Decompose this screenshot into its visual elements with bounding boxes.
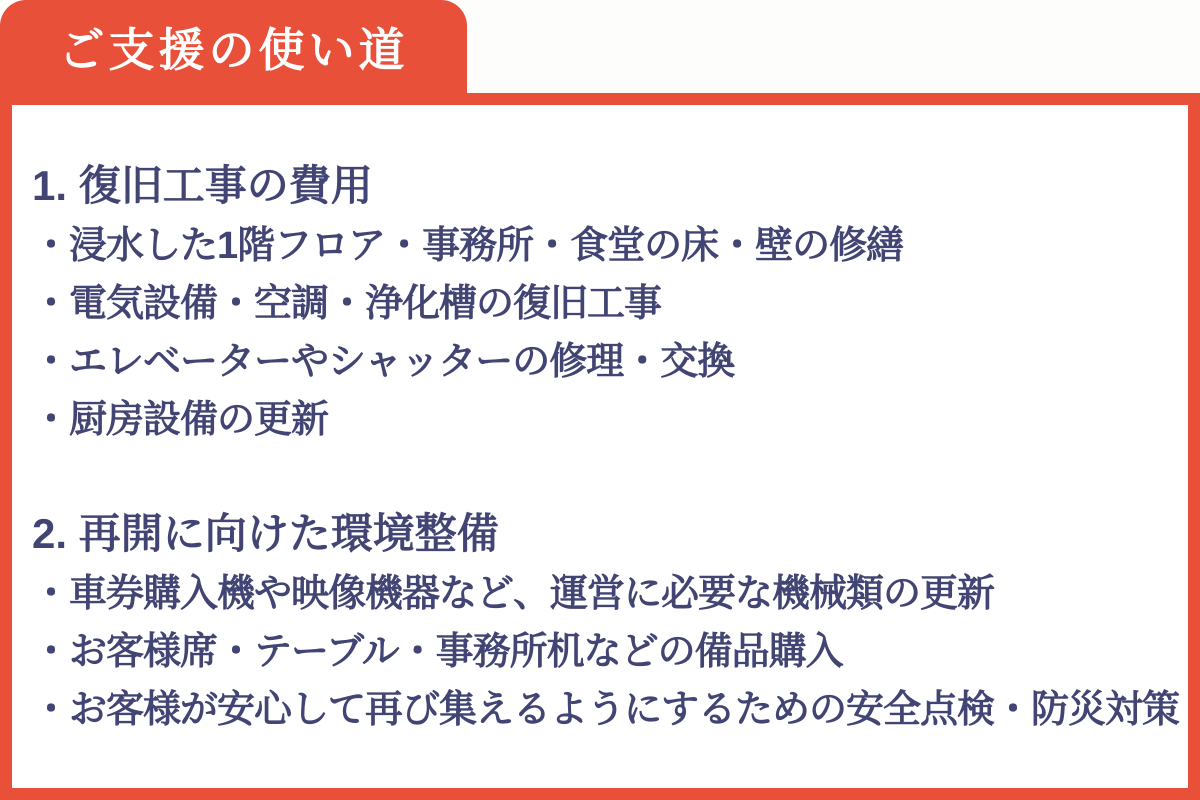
section-heading: 1. 復旧工事の費用 <box>32 162 373 209</box>
section-heading: 2. 再開に向けた環境整備 <box>32 510 499 557</box>
section-repair-costs <box>32 155 1174 449</box>
list-item: ・お客様が安心して再び集えるようにするための安全点検・防災対策 <box>32 689 1180 731</box>
list-item: ・厨房設備の更新 <box>32 399 329 441</box>
header-tab <box>0 0 467 94</box>
list-item: ・車券購入機や映像機器など、運営に必要な機械類の更新 <box>32 573 995 615</box>
section-reopening-preparation <box>32 503 1180 739</box>
list-item: ・お客様席・テーブル・事務所机などの備品購入 <box>32 631 843 673</box>
content-panel <box>0 93 1200 800</box>
list-item: ・電気設備・空調・浄化槽の復旧工事 <box>32 283 662 325</box>
list-item: ・浸水した1階フロア・事務所・食堂の床・壁の修繕 <box>32 225 904 267</box>
page-title: ご支援の使い道 <box>58 24 409 76</box>
list-item: ・エレベーターやシャッターの修理・交換 <box>32 341 735 383</box>
